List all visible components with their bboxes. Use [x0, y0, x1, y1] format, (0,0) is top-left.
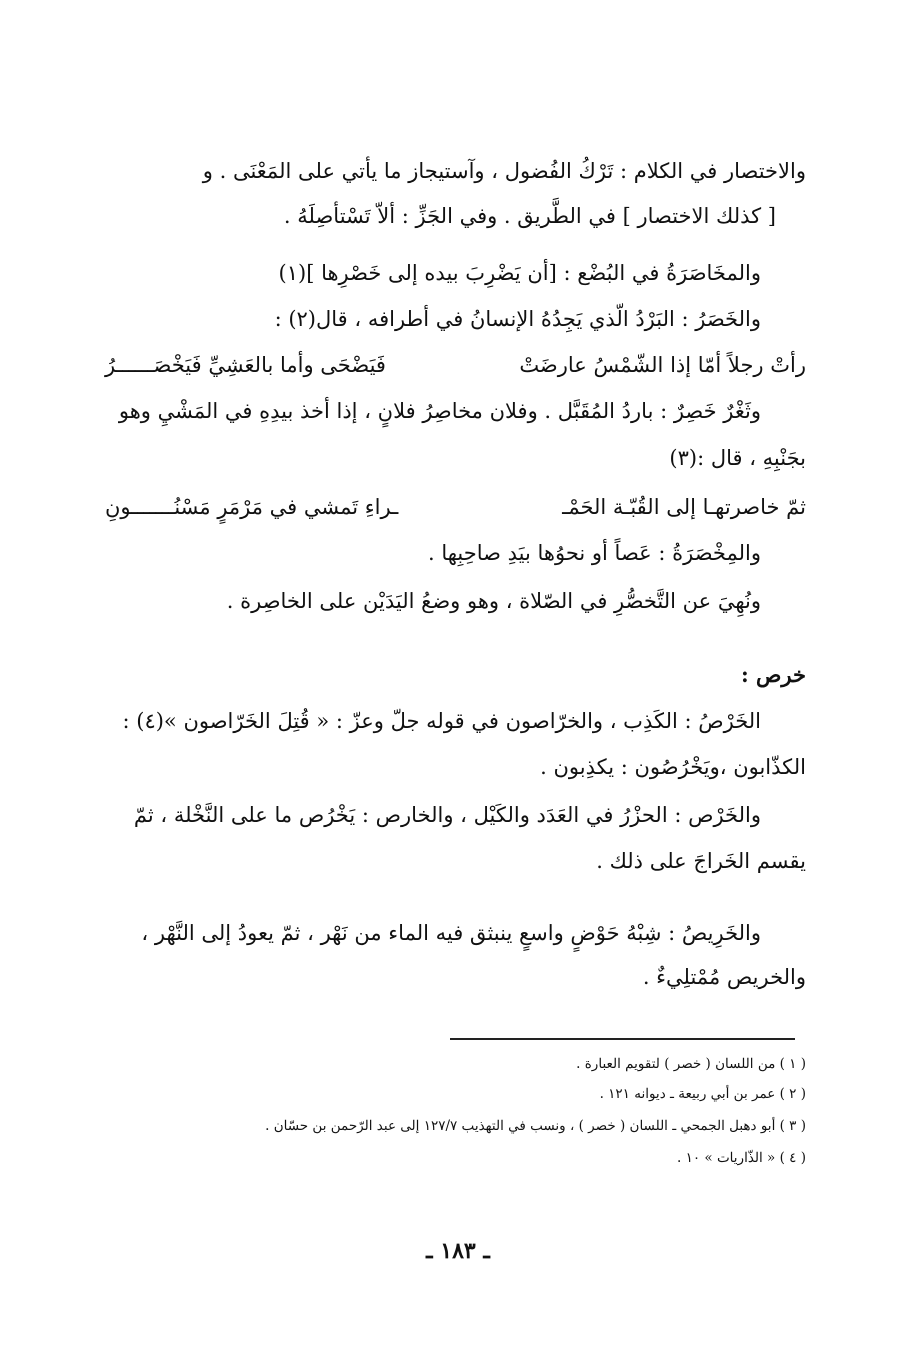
text-line: [ كذلك الاختصار ] في الطَّريق . وفي الجَزِّ : ألاّ تَسْتأصِلَهُ .: [283, 204, 776, 228]
text-line: ونُهِيَ عن التَّخصُّرِ في الصّلاة ، وهو وضعُ اليَدَيْن على الخاصِرة .: [226, 589, 761, 613]
text-line: والاختصار في الكلام : تَرْكُ الفُضول ، وآستيجاز ما يأتي على المَعْنَى . و: [202, 159, 806, 183]
text-line: والخريص مُمْتلِيءٌ .: [642, 965, 806, 989]
text-line: والخَصَرُ : البَرْدُ الّذي يَجِدُهُ الإنسانُ في أطرافه ، قال(٢) :: [274, 307, 761, 331]
verse-1-second-hemistich: فَيَضْحَى وأما بالعَشِيِّ فَيَخْصَــــــرُ: [105, 353, 386, 377]
text-line: والمِخْصَرَةُ : عَصاً أو نحوُها بيَدِ صاحِبِها .: [427, 541, 761, 565]
page-number: ـ ١٨٣ ـ: [426, 1238, 490, 1264]
footnote: ( ٢ ) عمر بن أبي ربيعة ـ ديوانه ١٢١ .: [599, 1086, 806, 1102]
verse-1-first-hemistich: رأتْ رجلاً أمّا إذا الشّمْسُ عارضَتْ: [519, 353, 806, 377]
footnote: ( ١ ) من اللسان ( خصر ) لتقويم العبارة .: [576, 1056, 806, 1072]
text-line: وثَغْرٌ خَصِرٌ : باردُ المُقَبَّل . وفلان مخاصِرُ فلانٍ ، إذا أخذ بيدِهِ في المَشْيِ وهو: [118, 399, 761, 423]
footnote-separator: [450, 1038, 795, 1040]
verse-2-second-hemistich: ـراءِ تَمشي في مَرْمَرٍ مَسْنُـــــــونِ: [105, 495, 399, 519]
text-line: والخَرْص : الحزْرُ في العَدَد والكَيْل ، والخارص : يَخْرُص ما على النَّخْلة ، ثمّ: [133, 803, 761, 827]
text-line: يقسم الخَراجَ على ذلك .: [596, 849, 806, 873]
entry-heading: خرص :: [740, 662, 806, 687]
verse-2-first-hemistich: ثمّ خاصرتهـا إلى القُبّـة الحَمْـ: [562, 495, 806, 519]
text-line: بجَنْبِهِ ، قال :(٣): [669, 446, 806, 470]
text-line: الكذّابون ،ويَخْرُصُون : يكذِبون .: [540, 755, 806, 779]
text-line: والمخَاصَرَةُ في البُضْع : [أن يَضْرِبَ بيده إلى خَصْرِها ](١): [278, 261, 761, 285]
text-line: والخَرِيصُ : شِبْهُ حَوْضٍ واسعٍ ينبثق فيه الماء من نَهْر ، ثمّ يعودُ إلى النَّهْر ،: [141, 921, 761, 945]
footnote: ( ٣ ) أبو دهبل الجمحي ـ اللسان ( خصر ) ، ونسب في التهذيب ١٢٧/٧ إلى عبد الرّحمن بن حسّان .: [265, 1118, 806, 1134]
footnote: ( ٤ ) « الذّاريات » ١٠ .: [677, 1150, 806, 1166]
text-line: الخَرْصُ : الكَذِب ، والخرّاصون في قوله جلّ وعزّ : « قُتِلَ الخَرّاصون »(٤) :: [122, 709, 761, 733]
